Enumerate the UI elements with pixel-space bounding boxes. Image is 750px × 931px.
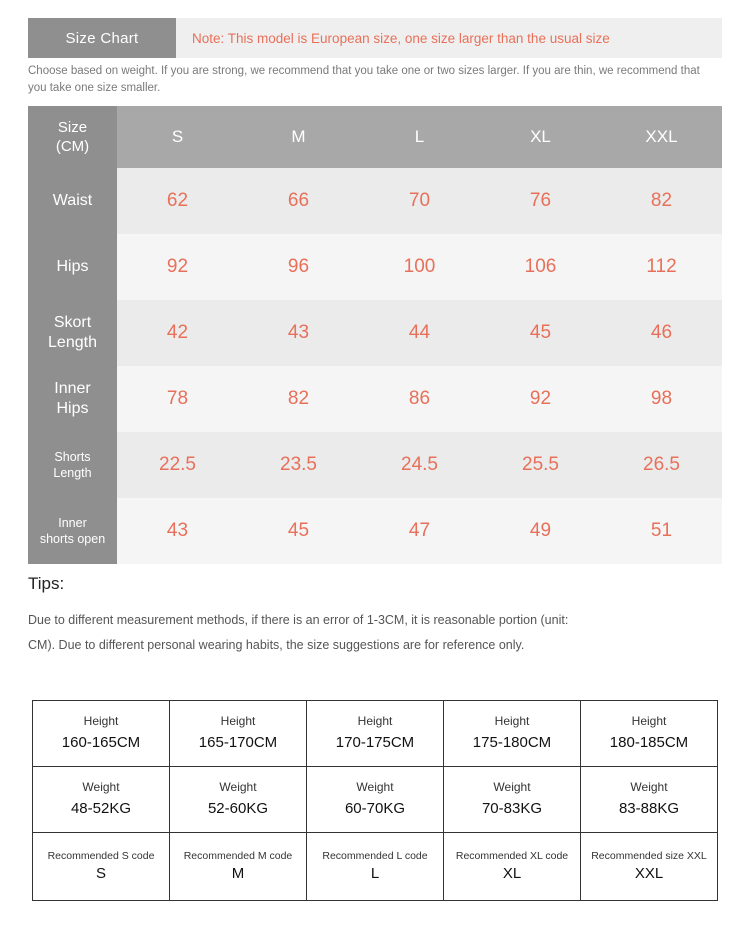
weight-caption: Weight [630,780,668,794]
weight-caption: Weight [82,780,120,794]
recommendation-cell-3 [307,833,444,901]
row-label-skort-length [28,300,117,366]
recommendation-caption: Recommended size XXL [591,850,707,862]
height-value: 170-175CM [335,734,415,751]
cell-hips-m: 96 [238,234,359,300]
height-caption: Height [357,714,393,728]
weight-value: 52-60KG [207,800,269,817]
recommendation-caption: Recommended L code [322,850,428,862]
table-row [33,701,718,767]
size-table [28,106,722,564]
weight-value: 48-52KG [70,800,132,817]
height-cell-1 [33,701,170,767]
recommendation-value: XL [502,865,522,882]
size-chart-tab: Size Chart [28,18,176,58]
cell-skort-length-l: 44 [359,300,480,366]
recommendation-cell-2 [170,833,307,901]
table-row [28,366,722,432]
weight-caption: Weight [356,780,394,794]
recommendation-value: M [231,865,245,882]
weight-cell-2 [170,767,307,833]
cell-skort-length-s: 42 [117,300,238,366]
height-cell-3 [307,701,444,767]
height-cell-4 [444,701,581,767]
row-label-line2: shorts open [39,532,106,546]
row-label-line1: Waist [52,192,93,209]
cell-waist-xl: 76 [480,168,601,234]
tips-line-2: CM). Due to different personal wearing habits, the size suggestions are for reference only. [28,638,525,652]
cell-hips-xl: 106 [480,234,601,300]
weight-cell-3 [307,767,444,833]
table-row [28,300,722,366]
cell-skort-length-xl: 45 [480,300,601,366]
note-text: Note: This model is European size, one size larger than the usual size [192,30,610,46]
header-row [28,18,722,58]
cell-hips-xxl: 112 [601,234,722,300]
size-unit-line1: Size [57,119,88,136]
recommendation-cell-5 [581,833,718,901]
cell-shorts-length-s: 22.5 [117,432,238,498]
cell-inner-shorts-open-m: 45 [238,498,359,564]
height-cell-5 [581,701,718,767]
cell-inner-hips-l: 86 [359,366,480,432]
height-caption: Height [494,714,530,728]
weight-cell-4 [444,767,581,833]
cell-hips-s: 92 [117,234,238,300]
recommendation-table-body [33,701,718,901]
recommendation-caption: Recommended M code [183,850,293,862]
row-label-shorts-length [28,432,117,498]
cell-waist-s: 62 [117,168,238,234]
row-label-line2: Hips [56,400,89,417]
size-table-body [28,168,722,564]
row-label-waist [28,168,117,234]
note-bar [176,18,722,58]
table-row [33,767,718,833]
cell-hips-l: 100 [359,234,480,300]
weight-caption: Weight [219,780,257,794]
row-label-line2: Length [53,466,92,480]
row-label-inner-hips [28,366,117,432]
recommendation-table [32,700,718,901]
cell-inner-hips-s: 78 [117,366,238,432]
recommendation-value: L [370,865,380,882]
weight-cell-1 [33,767,170,833]
row-label-line1: Shorts [54,450,91,464]
recommendation-cell-4 [444,833,581,901]
height-value: 160-165CM [61,734,141,751]
height-value: 180-185CM [609,734,689,751]
intro-paragraph: Choose based on weight. If you are strong, we recommend that you take one or two sizes larger. If you are thin, we recommend that you take one size smaller. [28,65,700,94]
cell-waist-xxl: 82 [601,168,722,234]
tips-line-1: Due to different measurement methods, if there is an error of 1-3CM, it is reasonable portion (unit: [28,613,569,627]
height-value: 175-180CM [472,734,552,751]
cell-shorts-length-xxl: 26.5 [601,432,722,498]
height-cell-2 [170,701,307,767]
row-label-line1: Inner [54,380,91,397]
weight-value: 83-88KG [618,800,680,817]
recommendation-caption: Recommended XL code [455,850,569,862]
height-caption: Height [220,714,256,728]
cell-shorts-length-m: 23.5 [238,432,359,498]
cell-skort-length-m: 43 [238,300,359,366]
recommendation-value: XXL [634,865,664,882]
cell-shorts-length-l: 24.5 [359,432,480,498]
table-row [33,833,718,901]
table-row [28,168,722,234]
cell-shorts-length-xl: 25.5 [480,432,601,498]
cell-inner-hips-m: 82 [238,366,359,432]
row-label-line1: Hips [56,258,89,275]
column-head-xxl: XXL [601,106,722,168]
tips-title: Tips: [28,574,65,593]
weight-caption: Weight [493,780,531,794]
cell-inner-shorts-open-l: 47 [359,498,480,564]
table-row [28,432,722,498]
cell-inner-shorts-open-xl: 49 [480,498,601,564]
column-head-m: M [238,106,359,168]
recommendation-caption: Recommended S code [47,850,155,862]
height-caption: Height [83,714,119,728]
table-row [28,498,722,564]
cell-waist-l: 70 [359,168,480,234]
cell-inner-hips-xxl: 98 [601,366,722,432]
row-label-line2: Length [48,334,97,351]
cell-waist-m: 66 [238,168,359,234]
height-value: 165-170CM [198,734,278,751]
table-row [28,234,722,300]
cell-inner-hips-xl: 92 [480,366,601,432]
size-unit-line2: (CM) [55,138,90,155]
row-label-line1: Skort [53,314,92,331]
cell-inner-shorts-open-xxl: 51 [601,498,722,564]
column-head-s: S [117,106,238,168]
recommendation-value: S [95,865,106,882]
weight-value: 60-70KG [344,800,406,817]
size-table-head [28,106,722,168]
weight-value: 70-83KG [481,800,543,817]
cell-skort-length-xxl: 46 [601,300,722,366]
row-label-inner-shorts-open [28,498,117,564]
size-unit-label [28,106,117,168]
weight-cell-5 [581,767,718,833]
table-header-row [28,106,722,168]
row-label-line1: Inner [58,516,87,530]
recommendation-cell-1 [33,833,170,901]
column-head-l: L [359,106,480,168]
row-label-hips [28,234,117,300]
column-head-xl: XL [480,106,601,168]
cell-inner-shorts-open-s: 43 [117,498,238,564]
height-caption: Height [631,714,667,728]
